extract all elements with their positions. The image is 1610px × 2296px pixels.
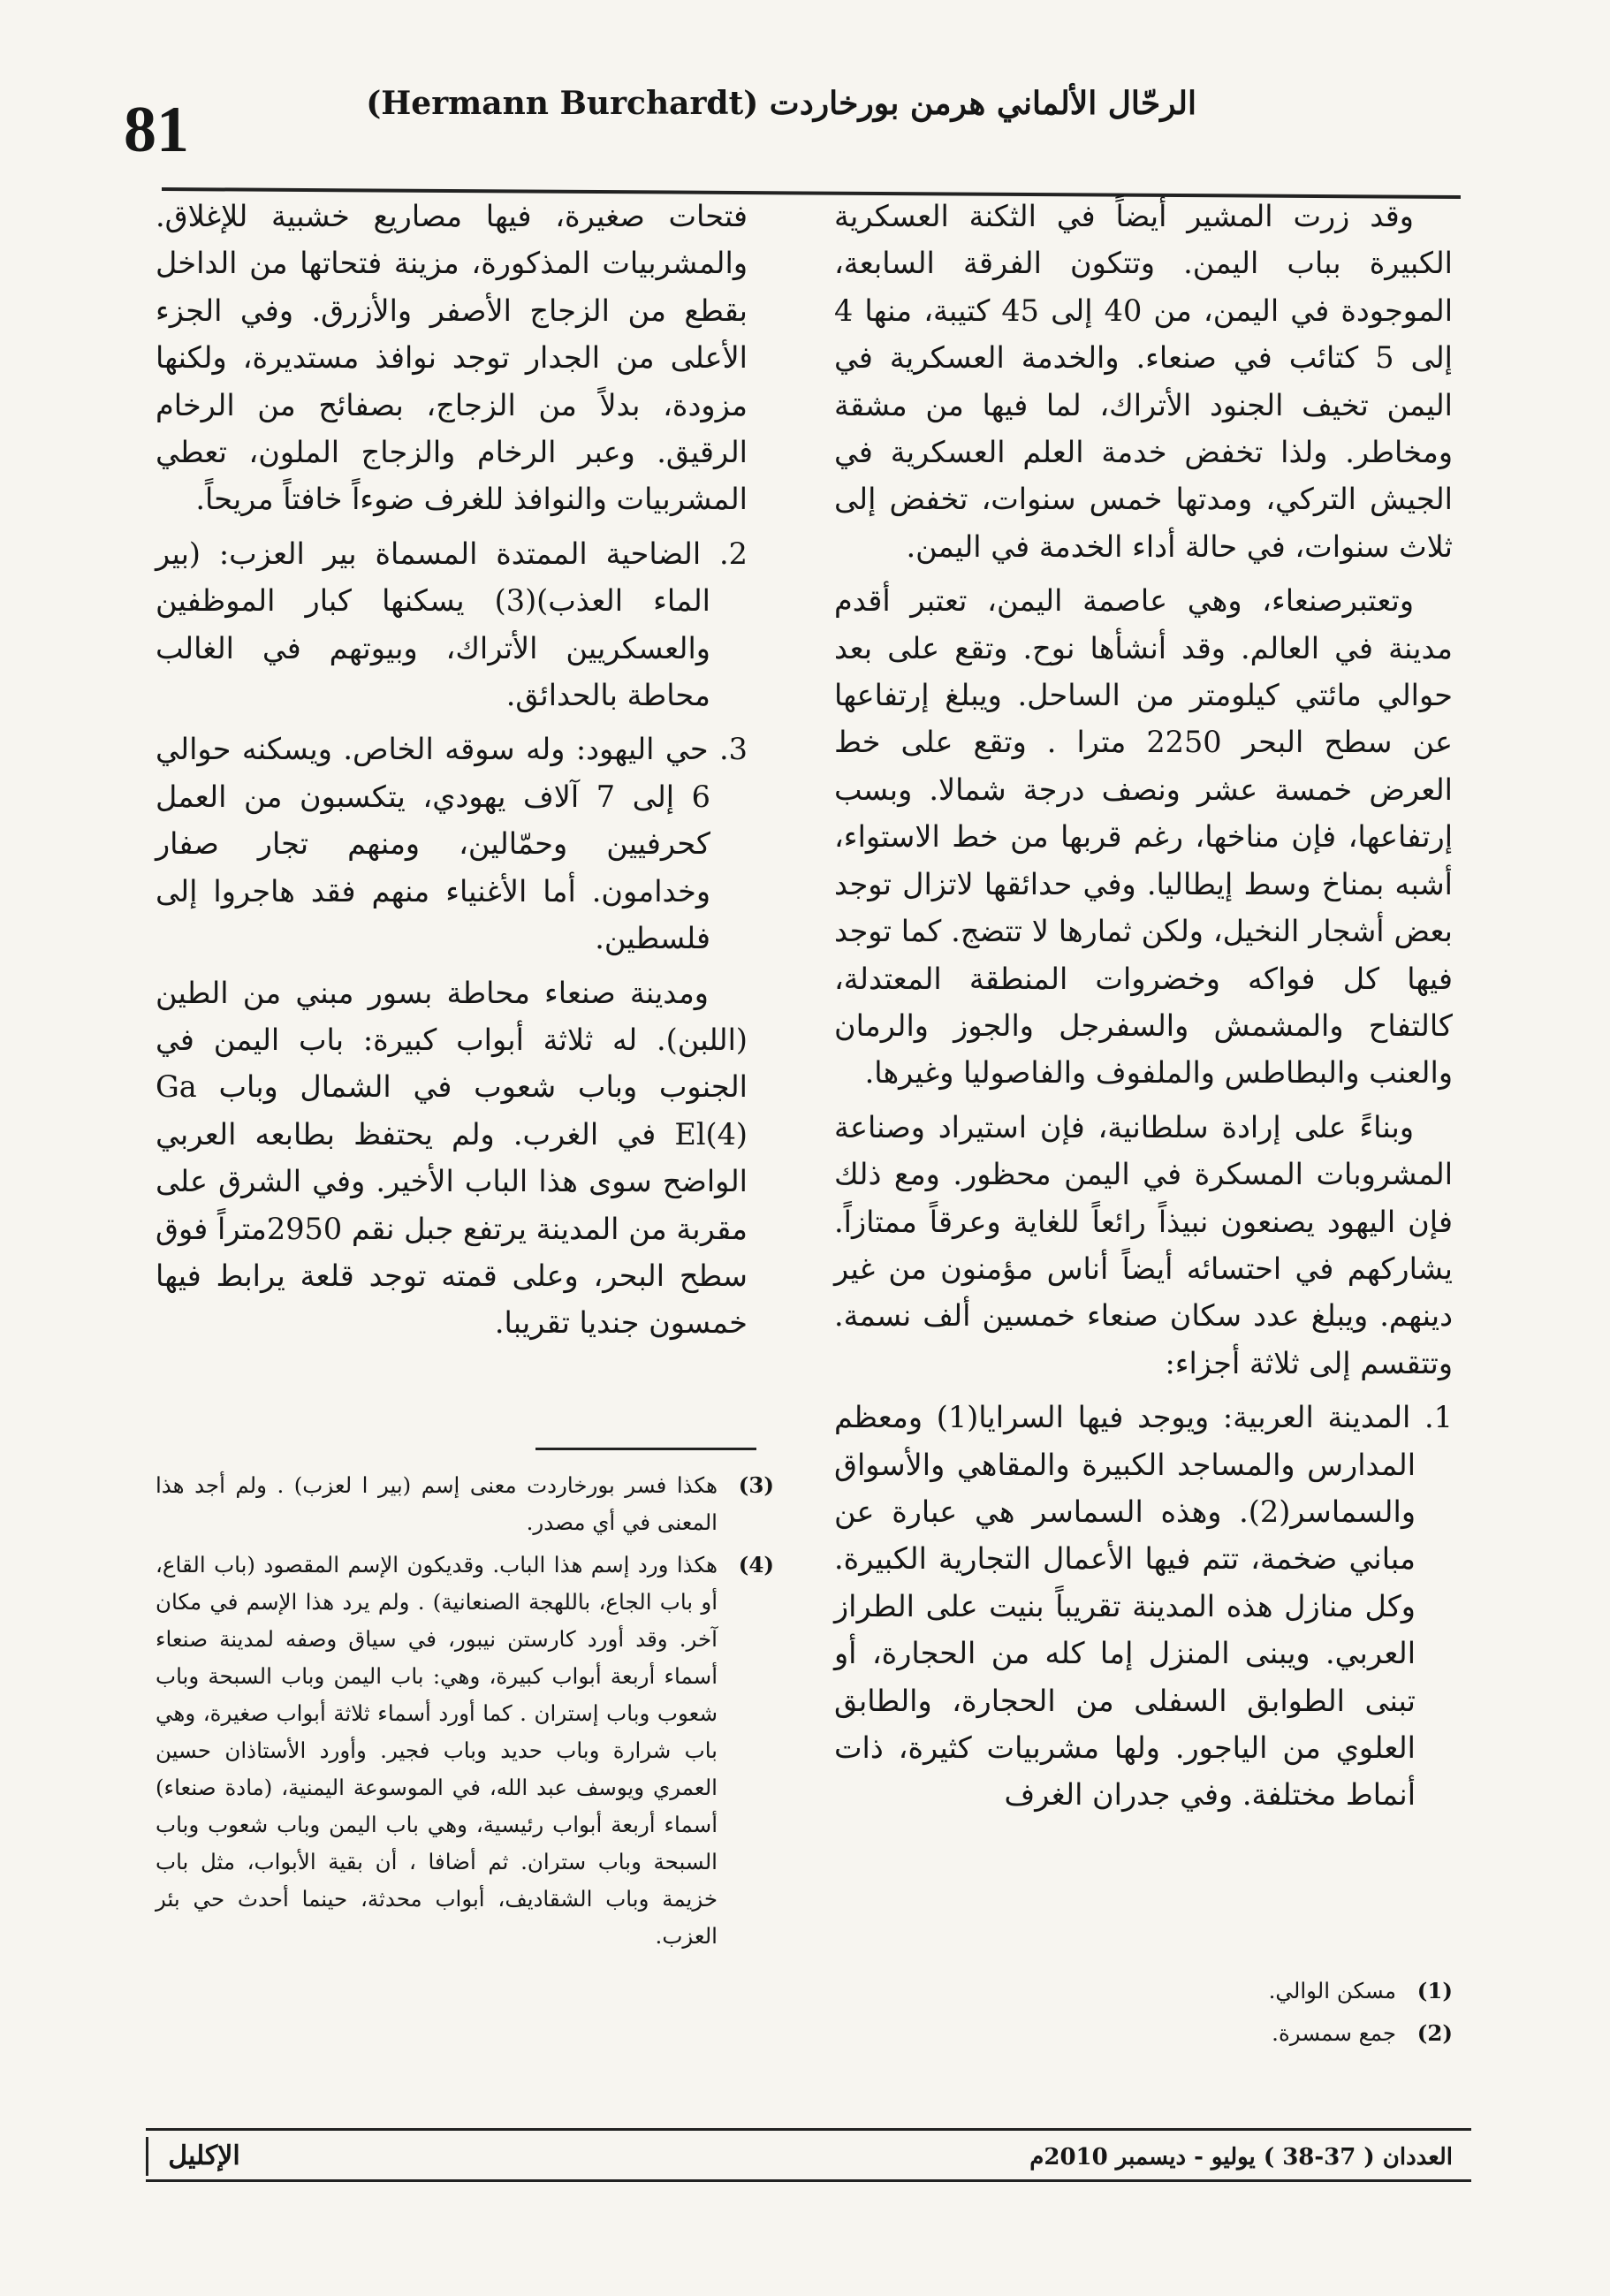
footnote <box>834 1973 1453 2010</box>
running-title: الرحّال الألماني هرمن بورخاردت (Hermann Burchardt) <box>366 85 1196 122</box>
issue-info: العددان ( 37-38 ) يوليو - ديسمبر 2010م <box>1029 2144 1453 2171</box>
footnote <box>834 2015 1453 2052</box>
page-number: 81 <box>124 94 189 166</box>
footnote <box>156 1467 774 1541</box>
journal-logo: الإكليل <box>146 2137 260 2176</box>
footnote-text: هكذا ورد إسم هذا الباب. وقديكون الإسم المقصود (باب القاع، أو باب الجاع، باللهجة الصنعانية) . ولم يرد هذا الإسم في مكان آخر. وقد أورد كارستن نيبور، في سياق وصفه لمدينة صنعاء أسماء أربعة أبواب كبيرة، وهي: باب اليمن وباب السبحة وباب شعوب وباب إستران . كما أورد أسماء ثلاثة أبواب صغيرة، وهي باب شرارة وباب حديد وباب فجير. وأورد الأستاذان حسين العمري ويوسف عبد الله، في الموسوعة اليمنية، (مادة صنعاء) أسماء أربعة أبواب رئيسية، وهي باب اليمن وباب شعوب وباب السبحة وباب ستران. ثم أضافا ، أن بقية الأبواب، مثل باب خزيمة وباب الشقاديف، أبواب محدثة، حينما أحدث حي بئر العزب. <box>156 1552 718 1949</box>
footnotes-left <box>156 1467 774 1960</box>
left-column <box>156 193 748 1354</box>
right-column <box>834 193 1453 1826</box>
footnote-number: (3) <box>738 1472 774 1498</box>
footnotes-right <box>834 1973 1453 2057</box>
footnote <box>156 1547 774 1955</box>
footnote-text: جمع سمسرة. <box>1272 2020 1396 2046</box>
footnote-rule <box>535 1448 756 1450</box>
footnote-number: (1) <box>1416 1978 1453 2003</box>
footnote-number: (2) <box>1416 2020 1453 2046</box>
footnote-number: (4) <box>738 1552 774 1578</box>
paragraph: وتعتبرصنعاء، وهي عاصمة اليمن، تعتبر أقدم مدينة في العالم. وقد أنشأها نوح. وتقع على بعد حوالي مائتي كيلومتر من الساحل. ويبلغ إرتفاعها عن سطح البحر 2250 مترا . وتقع على خط العرض خمسة عشر ونصف درجة شمالا. وبسب إرتفاعها، فإن مناخها، رغم قربها من خط الاستواء، أشبه بمناخ وسط إيطاليا. وفي حدائقها لاتزال توجد بعض أشجار النخيل، ولكن ثمارها لا تتضج. كما توجد فيها كل فواكه وخضروات المنطقة المعتدلة، كالتفاح والمشمش والسفرجل والجوز والرمان والعنب والبطاطس والملفوف والفاصوليا وغيرها. <box>834 583 1453 1091</box>
footnote-text: هكذا فسر بورخاردت معنى إسم (بير ا لعزب) . ولم أجد هذا المعنى في أي مصدر. <box>156 1472 718 1535</box>
paragraph: وبناءً على إرادة سلطانية، فإن استيراد وصناعة المشروبات المسكرة في اليمن محظور. ومع ذلك فإن اليهود يصنعون نبيذاً رائعاً للغاية وعرقاً ممتازاً. يشاركهم في احتسائه أيضاً أناس مؤمنون من غير دينهم. ويبلغ عدد سكان صنعاء خمسين ألف نسمة. وتتقسم إلى ثلاثة أجزاء: <box>834 1109 1453 1380</box>
list-item: 3. حي اليهود: وله سوقه الخاص. ويسكنه حوالي 6 إلى 7 آلاف يهودي، يتكسبون من العمل كحرفيين وحمّالين، ومنهم تجار صفار وخدامون. أما الأغنياء منهم فقد هاجروا إلى فلسطين. <box>156 732 748 956</box>
footnote-text: مسكن الوالي. <box>1268 1978 1396 2003</box>
footer-rule <box>146 2128 1471 2131</box>
footer-bottom-rule <box>146 2179 1471 2182</box>
paragraph: وقد زرت المشير أيضاً في الثكنة العسكرية الكبيرة بباب اليمن. وتتكون الفرقة السابعة، الموجودة في اليمن، من 40 إلى 45 كتيبة، منها 4 إلى 5 كتائب في صنعاء. والخدمة العسكرية في اليمن تخيف الجنود الأتراك، لما فيها من مشقة ومخاطر. ولذا تخفض خدمة العلم العسكرية في الجيش التركي، ومدتها خمس سنوات، تخفض إلى ثلاث سنوات، في حالة أداء الخدمة في اليمن. <box>834 199 1453 564</box>
list-item: 1. المدينة العربية: ويوجد فيها السرايا(1) ومعظم المدارس والمساجد الكبيرة والمقاهي والأسواق والسماسر(2). وهذه السماسر هي عبارة عن مباني ضخمة، تتم فيها الأعمال التجارية الكبيرة. وكل منازل هذه المدينة تقريباً بنيت على الطراز العربي. ويبنى المنزل إما كله من الحجارة، أو تبنى الطوابق السفلى من الحجارة، والطابق العلوي من الياجور. ولها مشربيات كثيرة، ذات أنماط مختلفة. وفي جدران الغرف <box>834 1400 1453 1813</box>
paragraph: ومدينة صنعاء محاطة بسور مبني من الطين (اللبن). له ثلاثة أبواب كبيرة: باب اليمن في الجنوب وباب شعوب في الشمال وباب Ga El(4) في الغرب. ولم يحتفظ بطابعه العربي الواضح سوى هذا الباب الأخير. وفي الشرق على مقربة من المدينة يرتفع جبل نقم 2950متراً فوق سطح البحر، وعلى قمته توجد قلعة يرابط فيها خمسون جنديا تقريبا. <box>156 975 748 1341</box>
paragraph: فتحات صغيرة، فيها مصاريع خشبية للإغلاق. والمشربيات المذكورة، مزينة فتحاتها من الداخل بقطع من الزجاج الأصفر والأزرق. وفي الجزء الأعلى من الجدار توجد نوافذ مستديرة، ولكنها مزودة، بدلاً من الزجاج، بصفائح من الرخام الرقيق. وعبر الرخام والزجاج الملون، تعطي المشربيات والنوافذ للغرف ضوءاً خافتاً مريحاً. <box>156 199 748 517</box>
list-item: 2. الضاحية الممتدة المسماة بير العزب: (بير الماء العذب)(3) يسكنها كبار الموظفين والعسكريين الأتراك، وبيوتهم في الغالب محاطة بالحدائق. <box>156 536 748 713</box>
